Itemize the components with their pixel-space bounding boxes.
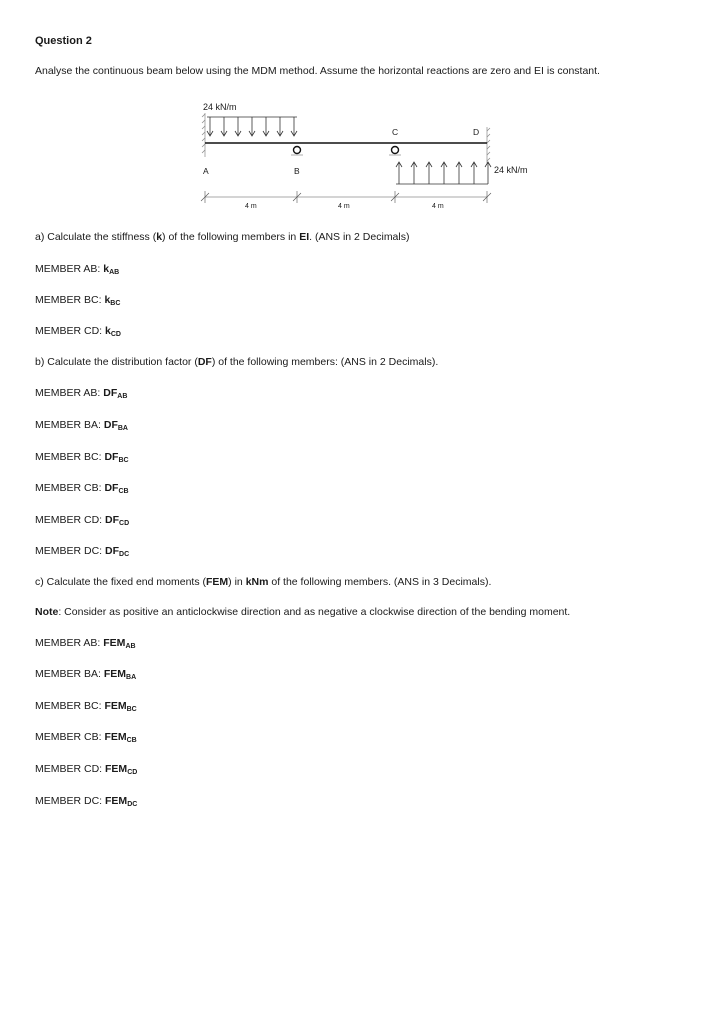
member-ba-fem: MEMBER BA: $FEM_{BA}$ xyxy=(35,668,137,681)
dimension-line xyxy=(201,191,491,203)
sign-convention-note: Note: Consider as positive an anticlockwise direction and as negative a clockwise direction of the bending moment. xyxy=(35,606,571,618)
roller-support-c xyxy=(389,147,401,156)
node-label-d: D xyxy=(473,127,480,137)
member-cb-fem: MEMBER CB: $FEM_{CB}$ xyxy=(35,731,137,744)
right-load-label: 24 kN/m xyxy=(494,165,528,175)
question-title: Question 2 xyxy=(35,35,92,47)
node-label-c: C xyxy=(392,127,399,137)
member-ba-df: MEMBER BA: $DF_{BA}$ xyxy=(35,419,128,432)
question-intro: Analyse the continuous beam below using the MDM method. Assume the horizontal reactions are zero and EI is constant. xyxy=(35,65,600,77)
span-label-bc: 4 m xyxy=(338,203,350,210)
roller-support-b xyxy=(291,147,303,156)
node-label-a: A xyxy=(203,166,209,176)
member-dc-fem: MEMBER DC: $FEM_{DC}$ xyxy=(35,795,138,808)
part-b-prompt: b) Calculate the distribution factor (DF) of the following members: (ANS in 2 Decimals). xyxy=(35,356,439,368)
member-cd-df: MEMBER CD: $DF_{CD}$ xyxy=(35,514,130,527)
part-c-prompt: c) Calculate the fixed end moments (FEM) in kNm of the following members. (ANS in 3 Decimals). xyxy=(35,576,492,588)
part-a-prompt: a) Calculate the stiffness (k) of the following members in EI. (ANS in 2 Decimals) xyxy=(35,231,410,243)
member-dc-df: MEMBER DC: $DF_{DC}$ xyxy=(35,545,130,558)
member-ab-fem: MEMBER AB: $FEM_{AB}$ xyxy=(35,637,136,650)
span-label-ab: 4 m xyxy=(245,203,257,210)
left-udl xyxy=(207,117,297,136)
span-label-cd: 4 m xyxy=(432,203,444,210)
node-label-b: B xyxy=(294,166,300,176)
right-udl xyxy=(396,162,491,184)
member-cd-fem: MEMBER CD: $FEM_{CD}$ xyxy=(35,763,138,776)
left-load-label: 24 kN/m xyxy=(203,102,237,112)
member-cd-stiffness: MEMBER CD: $k_{CD}$ xyxy=(35,325,121,338)
member-bc-stiffness: MEMBER BC: $k_{BC}$ xyxy=(35,294,121,307)
member-ab-stiffness: MEMBER AB: $k_{AB}$ xyxy=(35,263,120,276)
member-ab-df: MEMBER AB: $DF_{AB}$ xyxy=(35,387,128,400)
fixed-support-d xyxy=(487,127,490,163)
member-cb-df: MEMBER CB: $DF_{CB}$ xyxy=(35,482,129,495)
beam-diagram xyxy=(0,95,724,215)
member-bc-df: MEMBER BC: $DF_{BC}$ xyxy=(35,451,129,464)
member-bc-fem: MEMBER BC: $FEM_{BC}$ xyxy=(35,700,137,713)
fixed-support-a xyxy=(202,113,205,157)
